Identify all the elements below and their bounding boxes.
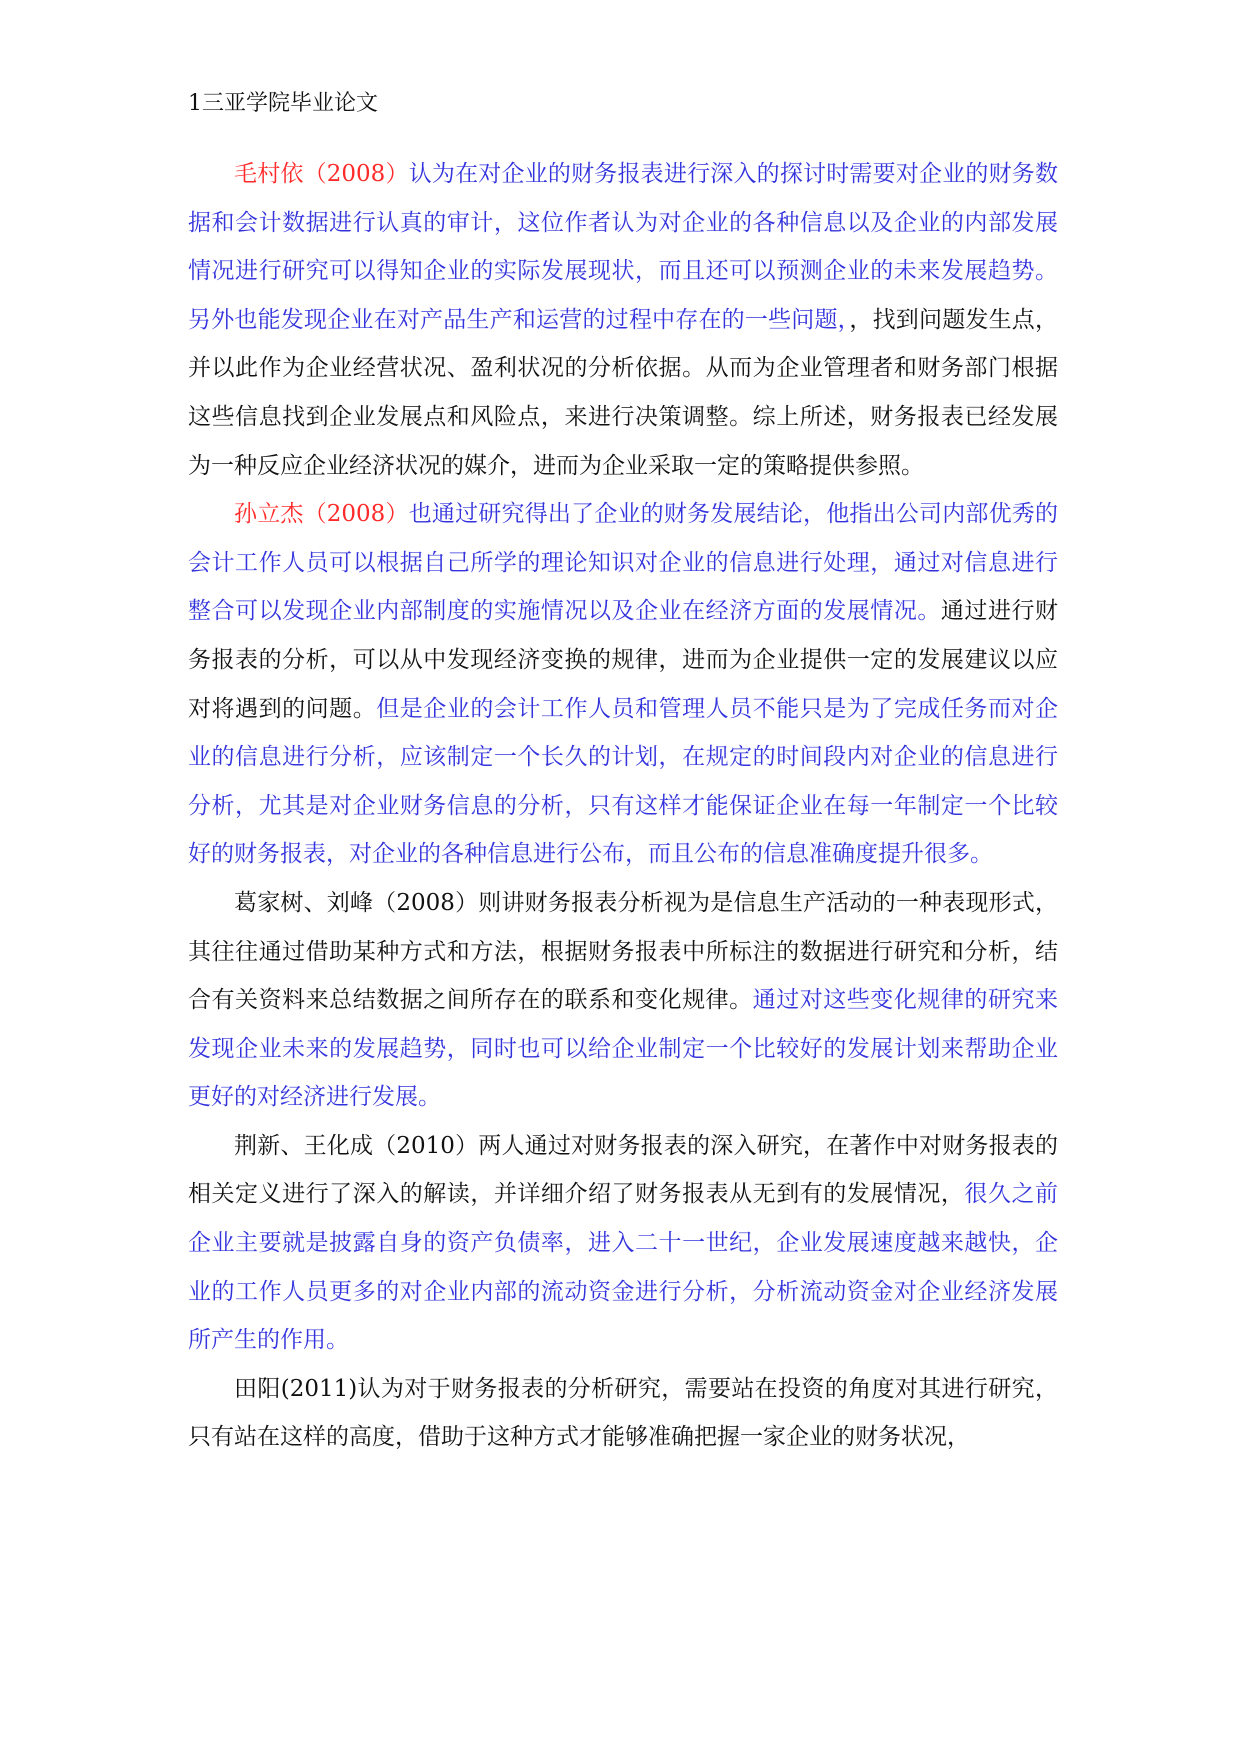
paragraph [188, 1122, 1058, 1365]
text-segment: 通过进行财务报表的分析，可以从中发现经济变换的规律，进而为企业提供一定的发展建议以应对将遇到的问题。 [188, 598, 1059, 722]
paragraph [188, 490, 1058, 879]
text-segment: 认为在对企业的财务报表进行深入的探讨时需要对企业的财务数据和会计数据进行认真的审计，这位作者认为对企业的各种信息以及企业的内部发展情况进行研究可以得知企业的实际发展现状，而且还可以预测企业的未来发展趋势。另外也能发现企业在对产品生产和运营的过程中存在的一些问题， [188, 161, 1058, 333]
citation: 毛村依（2008） [234, 161, 409, 187]
text-segment: 通过对这些变化规律的研究来发现企业未来的发展趋势，同时也可以给企业制定一个比较好的发展计划来帮助企业更好的对经济进行发展。 [188, 987, 1059, 1111]
text-segment: 田阳(2011)认为对于财务报表的分析研究，需要站在投资的角度对其进行研究，只有站在这样的高度，借助于这种方式才能够准确把握一家企业的财务状况， [188, 1375, 1058, 1451]
text-segment: 很久之前企业主要就是披露自身的资产负债率，进入二十一世纪，企业发展速度越来越快，企业的工作人员更多的对企业内部的流动资金进行分析，分析流动资金对企业经济发展所产生的作用。 [188, 1181, 1059, 1354]
text-segment: ，找到问题发生点，并以此作为企业经营状况、盈利状况的分析依据。从而为企业管理者和财务部门根据这些信息找到企业发展点和风险点，来进行决策调整。综上所述，财务报表已经发展为一种反应企业经济状况的媒介，进而为企业采取一定的策略提供参照。 [188, 306, 1059, 479]
text-segment: 但是企业的会计工作人员和管理人员不能只是为了完成任务而对企业的信息进行分析，应该制定一个长久的计划，在规定的时间段内对企业的信息进行分析，尤其是对企业财务信息的分析，只有这样才能保证企业在每一年制定一个比较好的财务报表，对企业的各种信息进行公布，而且公布的信息准确度提升很多。 [188, 695, 1059, 868]
text-segment: 也通过研究得出了企业的财务发展结论，他指出公司内部优秀的会计工作人员可以根据自己所学的理论知识对企业的信息进行处理，通过对信息进行整合可以发现企业内部制度的实施情况以及企业在经济方面的发展情况。 [188, 501, 1058, 625]
text-segment: 葛家树、刘峰（2008）则讲财务报表分析视为是信息生产活动的一种表现形式，其往往通过借助某种方式和方法，根据财务报表中所标注的数据进行研究和分析，结合有关资料来总结数据之间所存在的联系和变化规律。 [188, 889, 1058, 1014]
page-header: 1三亚学院毕业论文 [188, 91, 378, 116]
paragraph [188, 150, 1058, 490]
citation: 孙立杰（2008） [234, 501, 409, 528]
paragraph [188, 1365, 1058, 1462]
paragraph [188, 879, 1058, 1122]
text-segment: 荆新、王化成（2010）两人通过对财务报表的深入研究，在著作中对财务报表的相关定义进行了深入的解读，并详细介绍了财务报表从无到有的发展情况， [188, 1132, 1058, 1208]
body-text [188, 150, 1058, 1462]
